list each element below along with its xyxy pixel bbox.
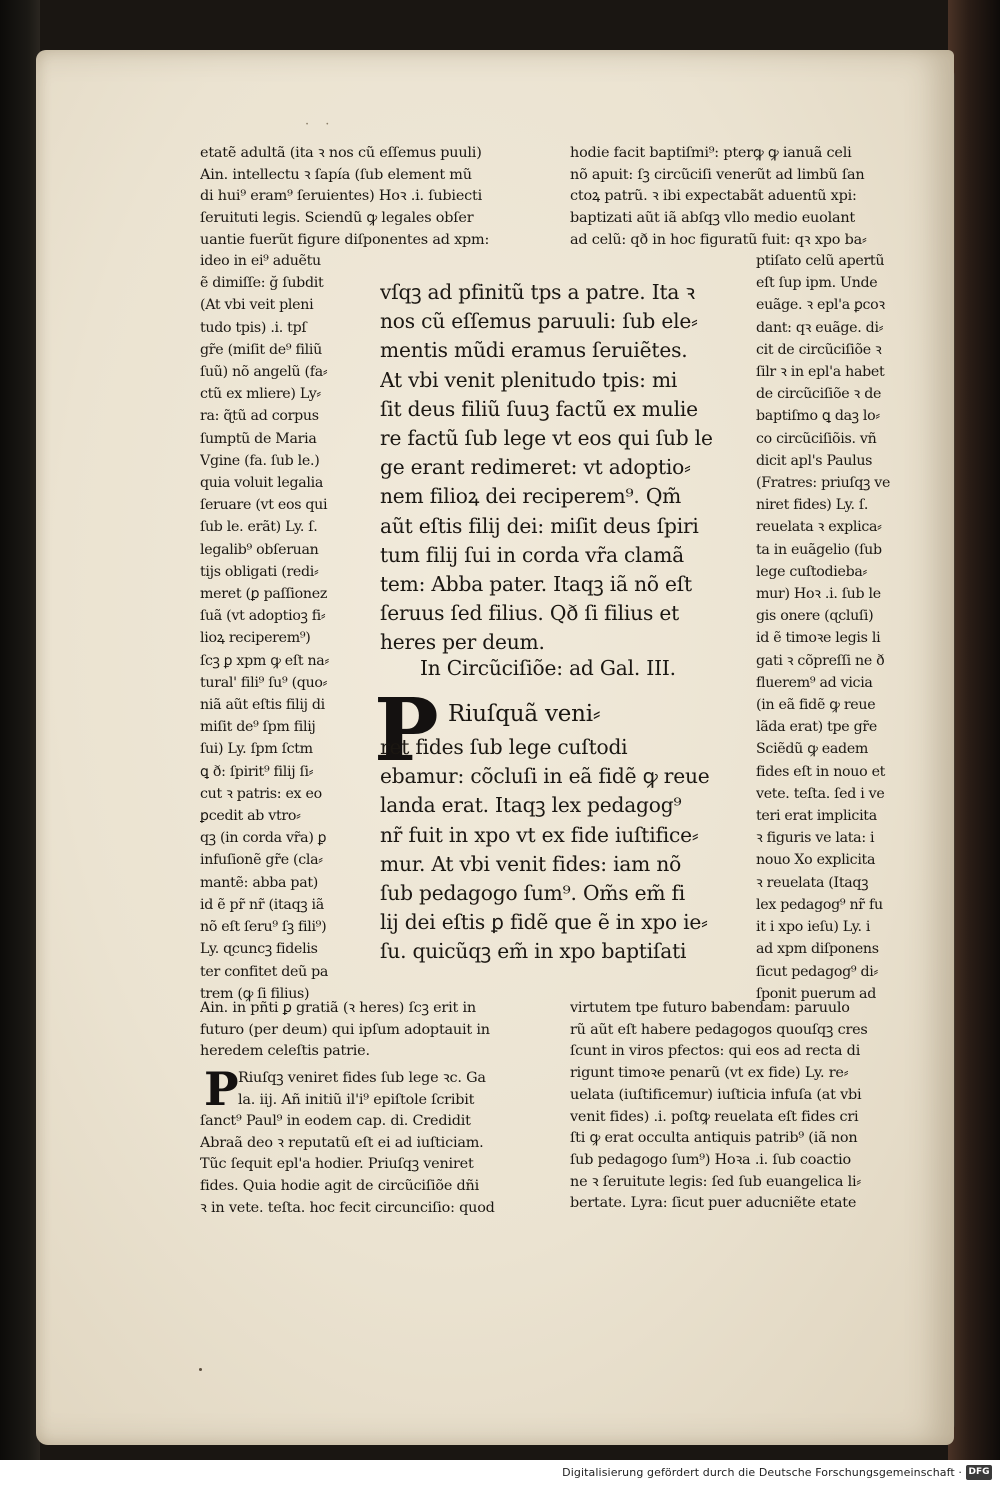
bottom-left-column: Ain. in pñti ꝑ gratiã (ꝛ heres) ſcꝫ erit in futuro (per deum) qui ipſum adoptauit in heredem celeſtis patrie. <box>200 1000 490 1060</box>
ink-speck <box>199 1368 202 1371</box>
bottom-right-column: virtutem tpe futuro babendam: paruulo rũ aũt eſt habere pedagogos quouſqꝫ cres ſcunt in viros pfectos: qui eos ad recta di rigunt timoꝛe penarũ (vt ex fide) Ly. re⸗ uelata (iuſtificemur) iuſticia infuſa (at vbi venit fides) .i. poſtꝙ reuelata eſt fides cri ſti ꝙ erat occulta antiquis patrib⁹ (iã non ſub pedagogo ſum⁹) Hoꝛa .i. ſub coactio ne ꝛ ſeruitute legis: ſed ſub euangelica li⸗ bertate. Lyra: ſicut puer aducniẽte etate <box>570 1000 868 1212</box>
main-heading: In Circũciſiõe: ad Gal. III. <box>420 656 676 680</box>
right-gloss-column: ptiſato celũ apertũ eſt ſup ipm. Unde euãge. ꝛ epl'a ꝑcoꝛ dant: qꝛ euãge. di⸗ cit de circũciſiõe ꝛ ſilr ꝛ in epl'a habet de circũciſiõe ꝛ de baptiſmo ꝗ daꝫ lo⸗ co circũciſiõis. vñ dicit apl's Paulus (Fratres: priuſqꝫ ve niret fides) Ly. ſ. reuelata ꝛ explica⸗ ta in euãgelio (ſub lege cuſtodieba⸗ mur) Hoꝛ .i. ſub le gis onere (ɋcluſi) id ẽ timoꝛe legis li gati ꝛ cõpreſſi ne ð fluerem⁹ ad vicia (in eã fidẽ ꝙ reue lãda erat) tpe gr̃e Sciẽdũ ꝙ eadem fides eſt in nouo et vete. teſta. ſed i ve teri erat implicita ꝛ figuris ve lata: i nouo Xo explicita ꝛ reuelata (Itaqꝫ lex pedagog⁹ nr̃ fu it i xpo ieſu) Ly. i ad xpm diſponens ſicut pedagog⁹ di⸗ ſponit puerum ad <box>756 253 891 1002</box>
main-text-bottom: ret fides ſub lege cuſtodi ebamur: cõcluſi in eã fidẽ ꝙ reue landa erat. Itaqꝫ lex pedagog⁹ nr̃ fuit in xpo vt ex fide iuſtifice⸗ mur. At vbi venit fides: iam nõ ſub pedagogo ſum⁹. Om̃s em̃ fi lij dei eſtis ꝑ fidẽ que ẽ in xpo ie⸗ ſu. quicũqꝫ em̃ in xpo baptiſati <box>380 735 710 964</box>
main-text-initial-line: Riuſquã veni⸗ <box>448 701 601 727</box>
left-gloss-column: ideo in ei⁹ aduẽtu ẽ dimiſſe: ğ ſubdit (At vbi veit pleni tudo tpis) .i. tpſ gr̃e (miſit de⁹ filiũ ſuũ) nõ angelũ (fa⸗ ctũ ex mliere) Ly⸗ ra: ɋ̃tũ ad corpus ſumptũ de Maria Vgine (fa. ſub le.) quia voluit legalia ſeruare (vt eos qui ſub le. erãt) Ly. ſ. legalib⁹ obſeruan tijs obligati (redi⸗ meret (ꝑ paſſionez ſuã (vt adoptioꝫ fi⸗ lioꝝ reciperem⁹) ſcꝫ ꝑ xpm ꝙ eſt na⸗ tural' fili⁹ ſu⁹ (quo⸗ niã aũt eſtis filij di miſit de⁹ ſpm filij ſui) Ly. ſpm ſctm ꝗ ð: ſpirit⁹ filij ſi⸗ cut ꝛ patris: ex eo ꝑcedit ab vtro⸗ qꝫ (in corda vr̃a) ꝑ infuſionẽ gr̃e (cla⸗ mantẽ: abba pat) id ẽ pr̃ nr̃ (itaqꝫ iã nõ eſt ſeru⁹ ſꝫ fili⁹) Ly. ɋcuncꝫ fidelis ter confitet deũ pa trem (ꝙ ſi filius) <box>200 253 329 1002</box>
footer-credit: Digitalisierung gefördert durch die Deutsche Forschungsgemeinschaft · <box>562 1466 962 1479</box>
page-marks: · · <box>305 117 336 132</box>
bottom-left-paragraph: ſanct⁹ Paul⁹ in eodem cap. di. Credidit Abraã deo ꝛ reputatũ eſt ei ad iuſticiam. Tũc ſequit epl'a hodier. Priuſqꝫ veniret fides. Quia hodie agit de circũciſiõe dñi ꝛ in vete. teſta. hoc fecit circunciſio: quod <box>200 1113 495 1216</box>
decorated-initial-letter: P <box>374 680 439 781</box>
top-left-column: etatẽ adultã (ita ꝛ nos cũ eſſemus puuli) Ain. intellectu ꝛ ſapía (ſub element mũ di hui⁹ eram⁹ ſeruientes) Hoꝛ .i. ſubiecti ſeruituti legis. Sciendũ ꝙ legales obſer uantie fuerũt figure diſponentes ad xpm: <box>200 145 490 248</box>
bottom-left-paragraph-start: Riuſqꝫ veniret fides ſub lege ꝛc. Ga la. iij. Añ initiũ il'i⁹ epiſtole ſcribit <box>238 1070 486 1108</box>
main-text-top: vſqꝫ ad pfinitũ tps a patre. Ita ꝛ nos cũ eſſemus paruuli: ſub ele⸗ mentis mũdi eramus ſeruiẽtes. At vbi venit plenitudo tpis: mi ſit deus filiũ ſuuꝫ factũ ex mulie re factũ ſub lege vt eos qui ſub le ge erant redimeret: vt adoptio⸗ nem filioꝝ dei reciperem⁹. Qm̃ aũt eſtis filij dei: miſit deus ſpiri tum filij ſui in corda vr̃a clamã tem: Abba pater. Itaqꝫ iã nõ eſt ſeruus ſed filius. Qð ſi filius et heres per deum. <box>380 280 713 655</box>
book-cover-right <box>948 0 1000 1460</box>
dfg-logo: DFG <box>966 1465 992 1480</box>
top-right-column: hodie facit baptiſmi⁹: pterꝙ ꝙ ianuã celi nõ apuit: ſꝫ circũciſi venerũt ad limbũ ſan ctoꝝ patrũ. ꝛ ibi expectabãt aduentũ xpi: baptizati aũt iã abſqꝫ vllo medio euolant ad celũ: qð in hoc figuratũ fuit: qꝛ xpo ba⸗ <box>570 145 867 248</box>
bottom-initial-letter: P <box>204 1062 239 1116</box>
book-cover-left <box>0 0 40 1460</box>
